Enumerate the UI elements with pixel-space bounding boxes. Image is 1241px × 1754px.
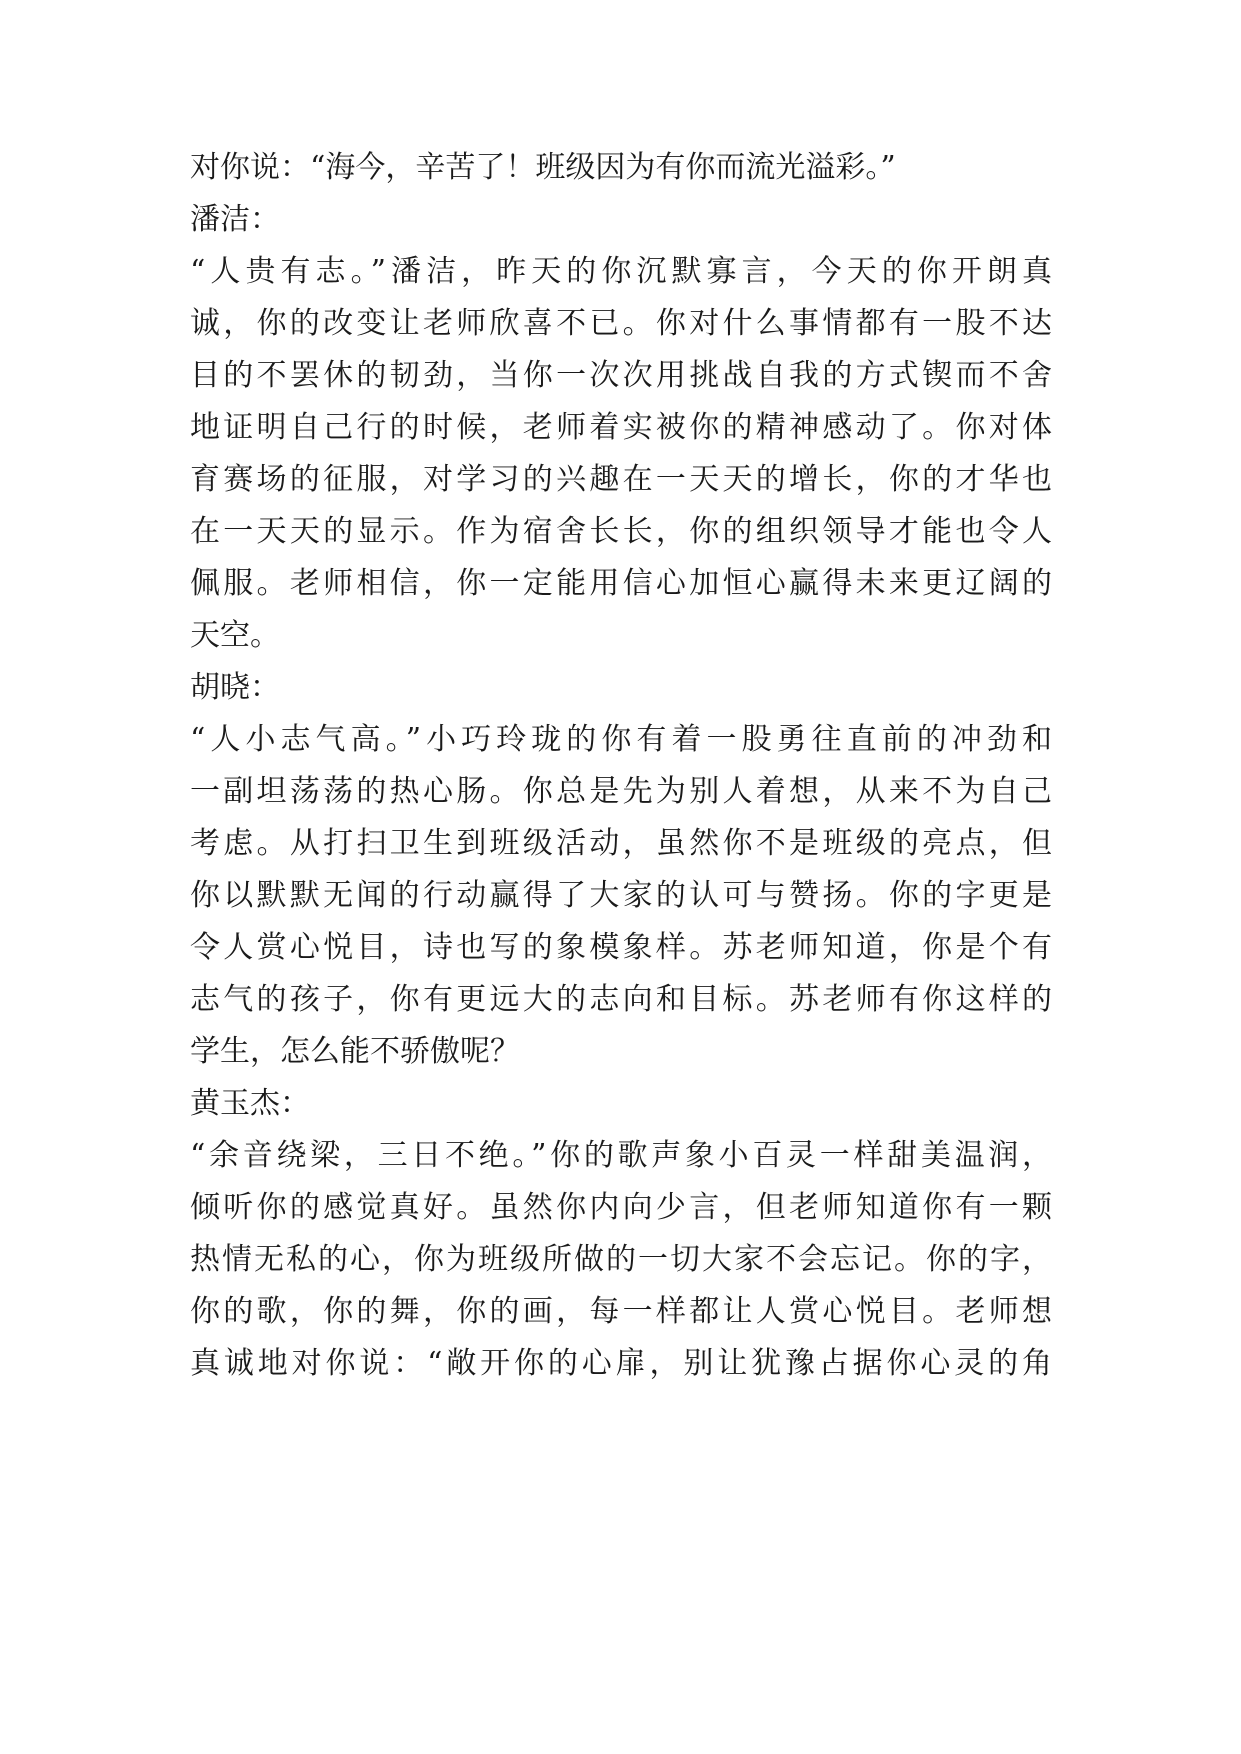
text-line-3: “人贵有志。”潘洁，昨天的你沉默寡言，今天的你开朗真 [190,254,1052,289]
section-heading-pan-jie: 潘洁： [190,202,280,237]
text-line-8: 在一天天的显示。作为宿舍长长，你的组织领导才能也令人 [190,514,1052,549]
text-line-20: “余音绕梁，三日不绝。”你的歌声象小百灵一样甜美温润， [190,1138,1052,1173]
text-line-6: 地证明自己行的时候，老师着实被你的精神感动了。你对体 [190,410,1052,445]
text-line-1: 对你说：“海今，辛苦了！班级因为有你而流光溢彩。” [190,150,896,185]
text-line-12: “人小志气高。”小巧玲珑的你有着一股勇往直前的冲劲和 [190,722,1052,757]
text-line-10: 天空。 [190,618,280,653]
text-line-15: 你以默默无闻的行动赢得了大家的认可与赞扬。你的字更是 [190,878,1052,913]
text-line-22: 热情无私的心，你为班级所做的一切大家不会忘记。你的字， [190,1242,1052,1277]
text-line-18: 学生，怎么能不骄傲呢？ [190,1034,520,1069]
text-line-13: 一副坦荡荡的热心肠。你总是先为别人着想，从来不为自己 [190,774,1052,809]
text-line-17: 志气的孩子，你有更远大的志向和目标。苏老师有你这样的 [190,982,1052,1017]
text-line-23: 你的歌，你的舞，你的画，每一样都让人赏心悦目。老师想 [190,1294,1052,1329]
text-line-7: 育赛场的征服，对学习的兴趣在一天天的增长，你的才华也 [190,462,1052,497]
document-body [190,0,1052,1754]
text-line-5: 目的不罢休的韧劲，当你一次次用挑战自我的方式锲而不舍 [190,358,1052,393]
text-line-4: 诚，你的改变让老师欣喜不已。你对什么事情都有一股不达 [190,306,1052,341]
text-line-9: 佩服。老师相信，你一定能用信心加恒心赢得未来更辽阔的 [190,566,1052,601]
text-line-16: 令人赏心悦目，诗也写的象模象样。苏老师知道，你是个有 [190,930,1052,965]
text-line-14: 考虑。从打扫卫生到班级活动，虽然你不是班级的亮点，但 [190,826,1052,861]
text-line-21: 倾听你的感觉真好。虽然你内向少言，但老师知道你有一颗 [190,1190,1052,1225]
text-line-24: 真诚地对你说：“敞开你的心扉，别让犹豫占据你心灵的角 [190,1346,1052,1381]
section-heading-hu-xiao: 胡晓： [190,670,280,705]
section-heading-huang-yujie: 黄玉杰： [190,1086,310,1121]
